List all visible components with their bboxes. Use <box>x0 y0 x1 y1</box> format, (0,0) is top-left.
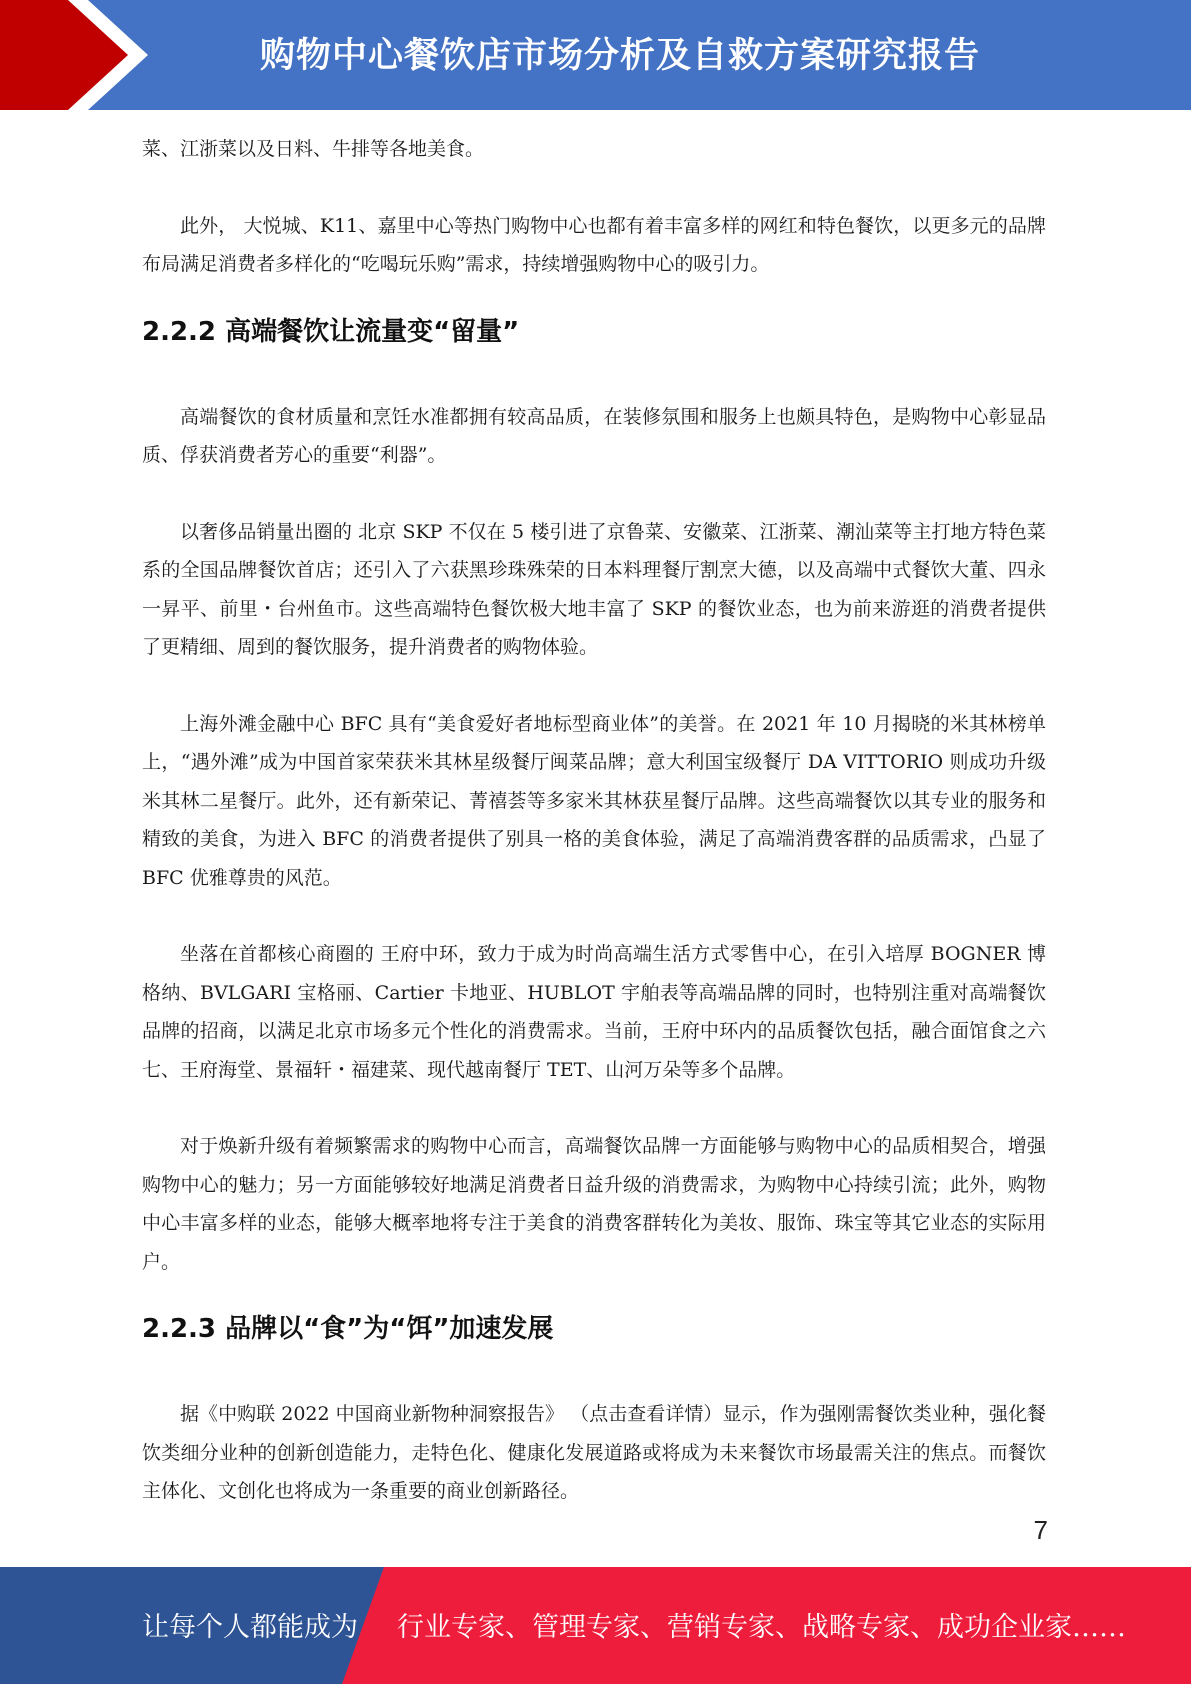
paragraph: 坐落在首都核心商圈的 王府中环，致力于成为时尚高端生活方式零售中心，在引入培厚 BOGNER 博格纳、BVLGARI 宝格丽、Cartier 卡地亚、HUBLOT 宇舶表等高端品牌的同时，也特别注重对高端餐饮品牌的招商，以满足北京市场多元个性化的消费需求。当前，王府中环内的品质餐饮包括，融合面馆食之六七、王府海堂、景福轩・福建菜、现代越南餐厅 TET、山河万朵等多个品牌。 <box>142 943 1046 1081</box>
paragraph: 以奢侈品销量出圈的 北京 SKP 不仅在 5 楼引进了京鲁菜、安徽菜、江浙菜、潮汕菜等主打地方特色菜系的全国品牌餐饮首店；还引入了六获黑珍珠殊荣的日本料理餐厅割烹大德，以及高端中式餐饮大董、四永一昇平、前里・台州鱼市。这些高端特色餐饮极大地丰富了 SKP 的餐饮业态，也为前来游逛的消费者提供了更精细、周到的餐饮服务，提升消费者的购物体验。 <box>142 520 1046 658</box>
page-body <box>142 130 1046 1511</box>
section-heading-2-2-2: 2.2.2 高端餐饮让流量变“留量” <box>142 316 520 347</box>
paragraph: 对于焕新升级有着频繁需求的购物中心而言，高端餐饮品牌一方面能够与购物中心的品质相契合，增强购物中心的魅力；另一方面能够较好地满足消费者日益升级的消费需求，为购物中心持续引流；此外，购物中心丰富多样的业态，能够大概率地将专注于美食的消费客群转化为美妆、服饰、珠宝等其它业态的实际用户。 <box>142 1135 1046 1273</box>
paragraph: 据《中购联 2022 中国商业新物种洞察报告》 （点击查看详情）显示，作为强刚需餐饮类业种，强化餐饮类细分业种的创新创造能力，走特色化、健康化发展道路或将成为未来餐饮市场最需关注的焦点。而餐饮主体化、文创化也将成为一条重要的商业创新路径。 <box>142 1403 1046 1502</box>
report-title: 购物中心餐饮店市场分析及自救方案研究报告 <box>260 36 981 76</box>
section-heading-2-2-3: 2.2.3 品牌以“食”为“饵”加速发展 <box>142 1314 554 1344</box>
page-footer <box>0 1567 1191 1684</box>
paragraph: 此外， 大悦城、K11、嘉里中心等热门购物中心也都有着丰富多样的网红和特色餐饮，以更多元的品牌布局满足消费者多样化的“吃喝玩乐购”需求，持续增强购物中心的吸引力。 <box>142 214 1046 275</box>
footer-slogan-left: 让每个人都能成为 <box>142 1612 358 1643</box>
footer-slogan-right: 行业专家、管理专家、营销专家、战略专家、成功企业家…… <box>397 1612 1126 1643</box>
page-header <box>0 0 1191 110</box>
paragraph: 高端餐饮的食材质量和烹饪水准都拥有较高品质，在装修氛围和服务上也颇具特色，是购物中心彰显品质、俘获消费者芳心的重要“利器”。 <box>142 405 1046 466</box>
paragraph-continued: 菜、江浙菜以及日料、牛排等各地美食。 <box>142 138 485 160</box>
page-number: 7 <box>1033 1515 1048 1545</box>
paragraph: 上海外滩金融中心 BFC 具有“美食爱好者地标型商业体”的美誉。在 2021 年 10 月揭晓的米其林榜单上，“遇外滩”成为中国首家荣获米其林星级餐厅闽菜品牌；意大利国宝级餐厅 DA VITTORIO 则成功升级米其林二星餐厅。此外，还有新荣记、菁禧荟等多家米其林获星餐厅品牌。这些高端餐饮以其专业的服务和精致的美食，为进入 BFC 的消费者提供了别具一格的美食体验，满足了高端消费客群的品质需求，凸显了 BFC 优雅尊贵的风范。 <box>142 712 1046 889</box>
